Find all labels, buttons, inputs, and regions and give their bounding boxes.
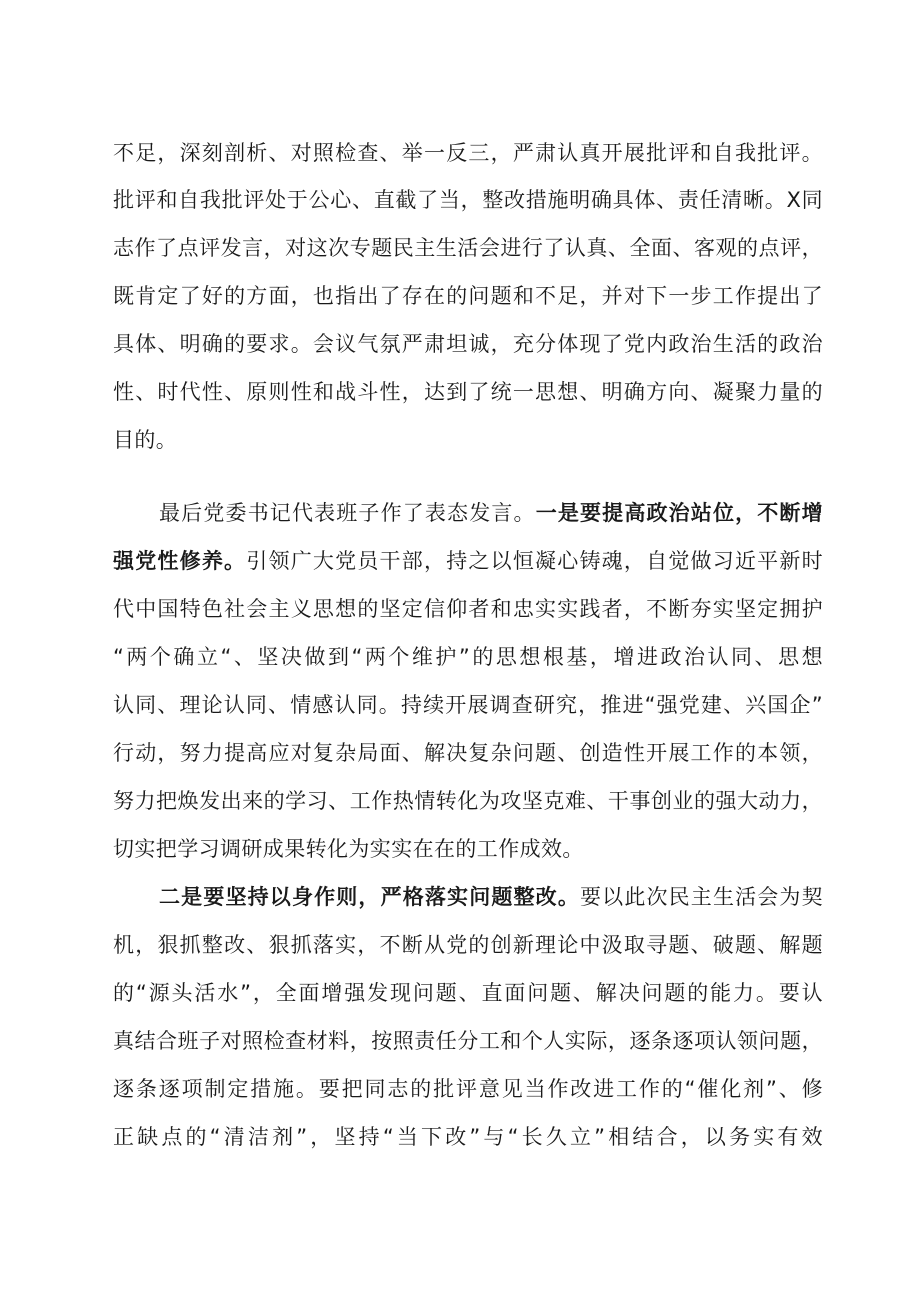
- paragraph-3-line-4: 真结合班子对照检查材料，按照责任分工和个人实际，逐条逐项认领问题，: [113, 1029, 823, 1053]
- paragraph-1-line-7: 目的。: [113, 428, 178, 452]
- paragraph-2-line-4: “两个确立“、坚决做到“两个维护”的思想根基，增进政治认同、思想: [113, 645, 823, 669]
- paragraph-3-line-3: 的“源头活水”，全面增强发现问题、直面问题、解决问题的能力。要认: [113, 981, 823, 1005]
- paragraph-2-line-6: 行动，努力提高应对复杂局面、解决复杂问题、创造性开展工作的本领，: [113, 741, 823, 765]
- paragraph-3-line-1: [159, 883, 823, 911]
- paragraph-2-line-7: 努力把焕发出来的学习、工作热情转化为攻坚克难、干事创业的强大动力，: [113, 789, 823, 813]
- paragraph-2-line-1-plain: 最后党委书记代表班子作了表态发言。: [159, 501, 536, 525]
- paragraph-3-line-2: 机，狠抓整改、狠抓落实，不断从党的创新理论中汲取寻题、破题、解题: [113, 933, 823, 957]
- paragraph-1-line-2: 批评和自我批评处于公心、直截了当，整改措施明确具体、责任清晰。X同: [113, 188, 823, 212]
- paragraph-3-line-6: 正缺点的“清洁剂”，坚持“当下改”与“长久立”相结合，以务实有效: [113, 1125, 823, 1149]
- paragraph-1-line-3: 志作了点评发言，对这次专题民主生活会进行了认真、全面、客观的点评，: [113, 236, 823, 260]
- paragraph-2-line-2-bold: 强党性修养。: [113, 549, 247, 573]
- paragraph-2-line-1-bold: 一是要提高政治站位，不断增: [535, 501, 823, 525]
- paragraph-2-line-8: 切实把学习调研成果转化为实实在在的工作成效。: [113, 837, 584, 861]
- paragraph-2-line-3: 代中国特色社会主义思想的坚定信仰者和忠实实践者，不断夯实坚定拥护: [113, 597, 823, 621]
- paragraph-1-line-6: 性、时代性、原则性和战斗性，达到了统一思想、明确方向、凝聚力量的: [113, 380, 823, 404]
- paragraph-3-line-5: 逐条逐项制定措施。要把同志的批评意见当作改进工作的“催化剂”、修: [113, 1077, 823, 1101]
- paragraph-1-line-5: 具体、明确的要求。会议气氛严肃坦诚，充分体现了党内政治生活的政治: [113, 332, 823, 356]
- paragraph-3-line-1-bold: 二是要坚持以身作则，严格落实问题整改。: [159, 885, 581, 909]
- paragraph-2-line-2-plain: 引领广大党员干部，持之以恒凝心铸魂，自觉做习近平新时: [246, 549, 823, 573]
- paragraph-2-line-2: [113, 547, 823, 575]
- paragraph-1-line-1: 不足，深刻剖析、对照检查、举一反三，严肃认真开展批评和自我批评。: [113, 141, 823, 165]
- paragraph-2-line-5: 认同、理论认同、情感认同。持续开展调查研究，推进“强党建、兴国企”: [113, 693, 823, 717]
- paragraph-2-line-1: [159, 499, 823, 527]
- paragraph-1-line-4: 既肯定了好的方面，也指出了存在的问题和不足，并对下一步工作提出了: [113, 284, 823, 308]
- paragraph-3-line-1-plain: 要以此次民主生活会为契: [580, 885, 823, 909]
